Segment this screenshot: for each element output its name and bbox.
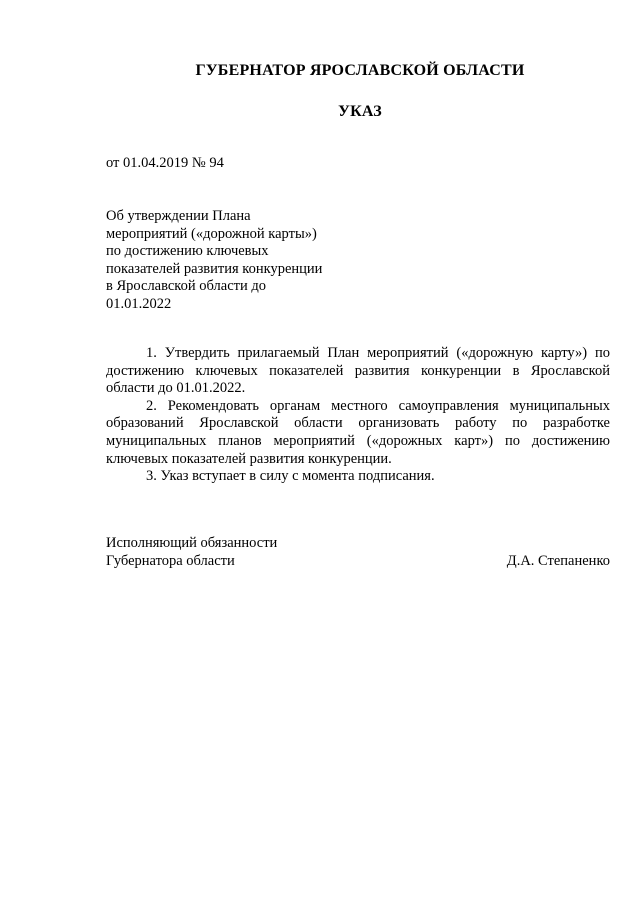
subject-line: Об утверждении Плана (106, 208, 251, 224)
document-type-title: УКАЗ (338, 103, 382, 120)
document-authority: ГУБЕРНАТОР ЯРОСЛАВСКОЙ ОБЛАСТИ (195, 62, 525, 79)
signatory-position-line2: Губернатора области (106, 552, 235, 569)
document-body (106, 345, 610, 486)
body-paragraph-1: 1. Утвердить прилагаемый План мероприятий («дорожную карту») по достижению ключевых показателей развития конкуренции в Ярославской области до 01.01.2022. (106, 345, 610, 397)
subject-line: 01.01.2022 (106, 295, 172, 312)
document-subject (106, 208, 366, 314)
subject-line: по достижению ключевых (106, 243, 269, 260)
signature-row (106, 553, 610, 571)
subject-line: в Ярославской области до (106, 278, 266, 295)
body-paragraph-3: 3. Указ вступает в силу с момента подписания. (146, 468, 435, 485)
signature-block (106, 535, 610, 570)
document-date-number: от 01.04.2019 № 94 (106, 155, 224, 171)
body-paragraph-2: 2. Рекомендовать органам местного самоуправления муниципальных образований Ярославской области организовать работу по разработке муниципальных планов мероприятий («дорожных карт») по достижению ключевых показателей развития конкуренции. (106, 397, 610, 467)
subject-line: показателей развития конкуренции (106, 260, 323, 277)
subject-line: мероприятий («дорожной карты») (106, 225, 317, 242)
signatory-name: Д.А. Степаненко (506, 552, 610, 569)
signatory-position-line1: Исполняющий обязанности (106, 535, 278, 551)
